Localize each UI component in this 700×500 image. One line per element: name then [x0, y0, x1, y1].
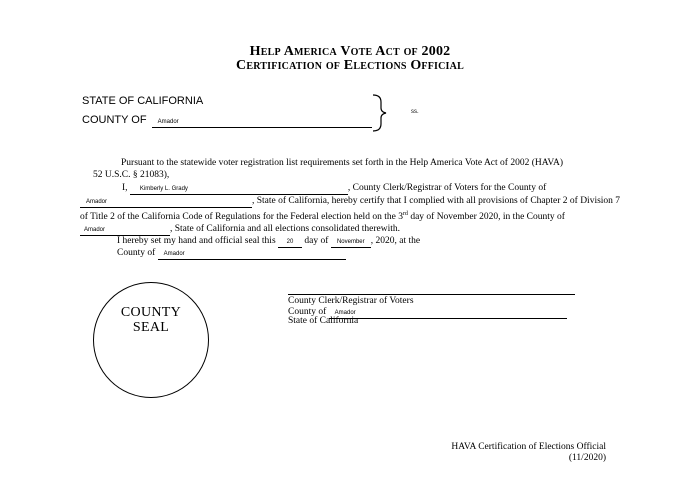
signature-county-label: County of — [288, 307, 327, 317]
signature-role: County Clerk/Registrar of Voters — [288, 296, 414, 306]
day-suffix: rd — [402, 211, 408, 217]
county-field-1: Amador — [80, 198, 252, 208]
county-field-2: Amador — [80, 226, 170, 236]
year-at-text: , 2020, at the — [370, 236, 421, 246]
clerk-text: , County Clerk/Registrar of Voters for the County of — [347, 183, 547, 193]
state-label: STATE OF CALIFORNIA — [82, 95, 204, 107]
seal-line2: SEAL — [132, 320, 170, 335]
hand-county-field: Amador — [158, 250, 346, 260]
ss-label: ss. — [411, 109, 419, 115]
clerk-name-field: Kimberly L. Grady — [130, 185, 348, 195]
county-of-text: County of — [117, 248, 156, 258]
certify-text: , State of California, hereby certify that I complied with all provisions of Chapter 2 of Division 7 of Title 2 of the California Code of Regulations for the Federal election held on the — [80, 196, 621, 223]
county-seal — [93, 282, 209, 398]
hand-day-field: 20 — [278, 238, 302, 248]
signature-state: State of California — [288, 316, 359, 326]
hand-text: I hereby set my hand and official seal this — [117, 236, 276, 246]
i-label: I, — [122, 183, 128, 193]
hand-month-field: November — [331, 238, 371, 248]
county-label — [82, 114, 372, 128]
certify-paragraph — [80, 182, 625, 236]
consolidated-text: , State of California and all elections consolidated therewith. — [170, 224, 401, 235]
document-title: Help America Vote Act of 2002 — [249, 44, 451, 59]
signature-county-field: Amador — [329, 309, 567, 319]
seal-line1: COUNTY — [120, 305, 182, 320]
day-of-text: day of — [304, 236, 329, 246]
bracket-brace — [370, 94, 390, 132]
election-month-text: day of November 2020, in the County of — [410, 212, 565, 223]
footer-title: HAVA Certification of Elections Official — [451, 442, 606, 452]
footer-date: (11/2020) — [568, 453, 606, 463]
intro-paragraph — [93, 157, 573, 181]
document-subtitle: Certification of Elections Official — [236, 58, 464, 73]
county-field: Amador — [152, 118, 372, 128]
hand-county-line — [117, 247, 417, 260]
day-number: 3 — [398, 212, 403, 223]
county-label-text: COUNTY OF — [82, 114, 147, 126]
intro-text: Pursuant to the statewide voter registration list requirements set forth in the Help America Vote Act of 2002 (HAVA) 52 U.S.C. § 21083), — [93, 158, 564, 180]
